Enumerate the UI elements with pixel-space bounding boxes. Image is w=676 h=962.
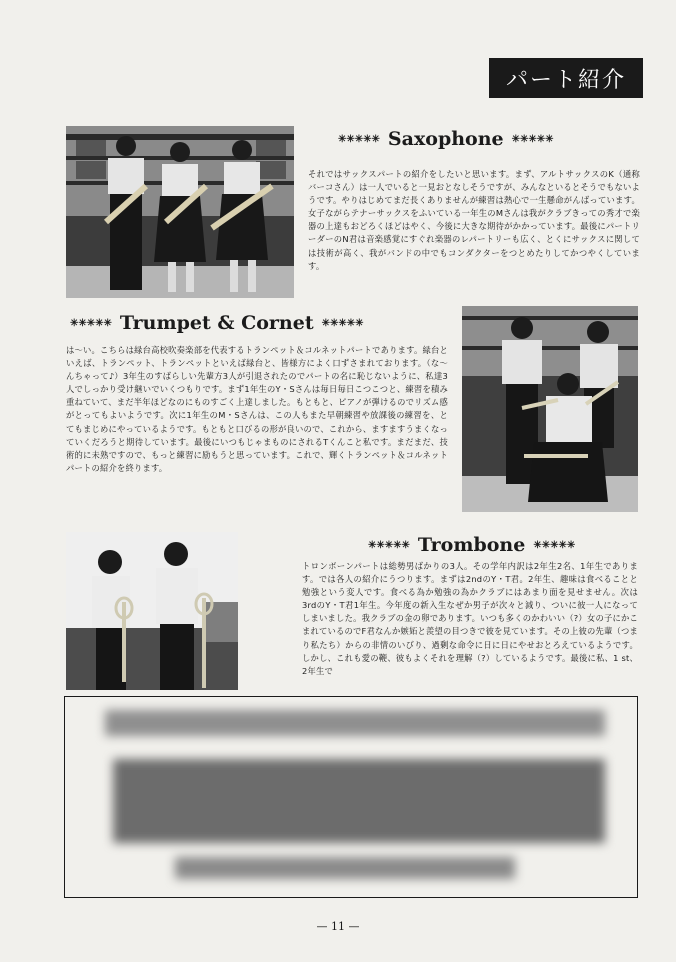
stars-left: ✳✳✳✳✳ <box>70 317 112 329</box>
stars-right: ✳✳✳✳✳ <box>511 133 554 145</box>
trombone-title: Trombone <box>417 534 526 556</box>
page-number: — 11 — <box>316 920 360 933</box>
trumpet-photo <box>462 306 638 512</box>
saxophone-title: Saxophone <box>387 128 504 150</box>
page-header: パート紹介 <box>489 58 643 98</box>
blurred-text <box>175 857 515 879</box>
stars-left: ✳✳✳✳✳ <box>338 133 380 145</box>
trombone-text: トロンボーンパートは総勢男ばかりの3人。その学年内訳は2年生2名、1年生であります。では各人の紹介にうつります。まずは2ndのY・T君。2年生、趣味は食べることと勉強という変人です。食べる為か勉強の為かクラブにはあまり面を見せません。次は3rdのY・T君1年生。今年度の新入生なぜか男子が次々と減り、ついに彼一人になってしまいました。我クラブの金の卵であります。いつも多くのかわいい（?）女の子にかこまれているのでF君なんか嫉妬と羨望の目つきで彼を見ています。その上彼の先輩（つまり私たち）からの非情のいびり、過剰な命令に日に日にやせおとろえているようです。しかし、これも愛の鞭、彼もよくそれを理解（?）しているようです。最後に私、1 st、2年生で <box>302 561 638 676</box>
trombone-heading <box>360 534 583 556</box>
trombone-photo <box>66 532 238 690</box>
trumpet-heading <box>62 312 372 334</box>
stars-right: ✳✳✳✳✳ <box>533 539 576 551</box>
stars-right: ✳✳✳✳✳ <box>321 317 364 329</box>
blurred-text <box>113 759 605 843</box>
blurred-text <box>105 710 605 736</box>
saxophone-heading <box>330 128 562 150</box>
saxophone-photo <box>66 126 294 298</box>
stars-left: ✳✳✳✳✳ <box>368 539 410 551</box>
saxophone-text: それではサックスパートの紹介をしたいと思います。まず、アルトサックスのK（通称バーコさん）は一人でいると一見おとなしそうですが、みんなといるとそうでもないようです。やりはじめてまだ長くありませんが練習は熱心で一生懸命がんばっています。女子ながらテナーサックスをふいている一年生のMさんは我がクラブきっての秀才で楽器の上達もおどろくほどはやく、今後に大きな期待がかかっています。最後にパートリーダーのN君は音楽感覚にすぐれ楽器のレパートリーも広く、とくにサックスに関しては技術が高く、我がバンドの中でもコンダクターをつとめたりしてかつやくしています。 <box>308 169 640 271</box>
trumpet-text: は〜い。こちらは緑台高校吹奏楽部を代表するトランペット＆コルネットパートであります。緑台といえば、トランペット、トランペットといえば緑台と、皆様方によく口ずさまれております。（な〜んちゃって♪）3年生のすばらしい先輩方3人が引退されたのでパートの名に恥じないように、私達3人でしっかり受け継いでいくつもりです。まず1年生のY・Sさんは毎日毎日こつこつと、練習を積み重ねていて、まだ半年ほどなのにものすごく上達しました。もともと、ピアノが弾けるのでリズム感がとってもよいようです。次に1年生のM・Sさんは、この人もまた早朝練習や放課後の練習を、とてもまじめにやっているようです。もともと口びるの形が良いので、これから、ますますうまくなっていくだろうと期待しています。最後にいつもじゃまものにされるTくんこと私です。まだまだ、技術的に未熟ですので、もっと練習に励もうと思っています。これで、輝くトランペット＆コルネットパートの紹介を終ります。 <box>66 345 448 473</box>
trumpet-title: Trumpet & Cornet <box>119 312 314 334</box>
redacted-box <box>64 696 638 898</box>
